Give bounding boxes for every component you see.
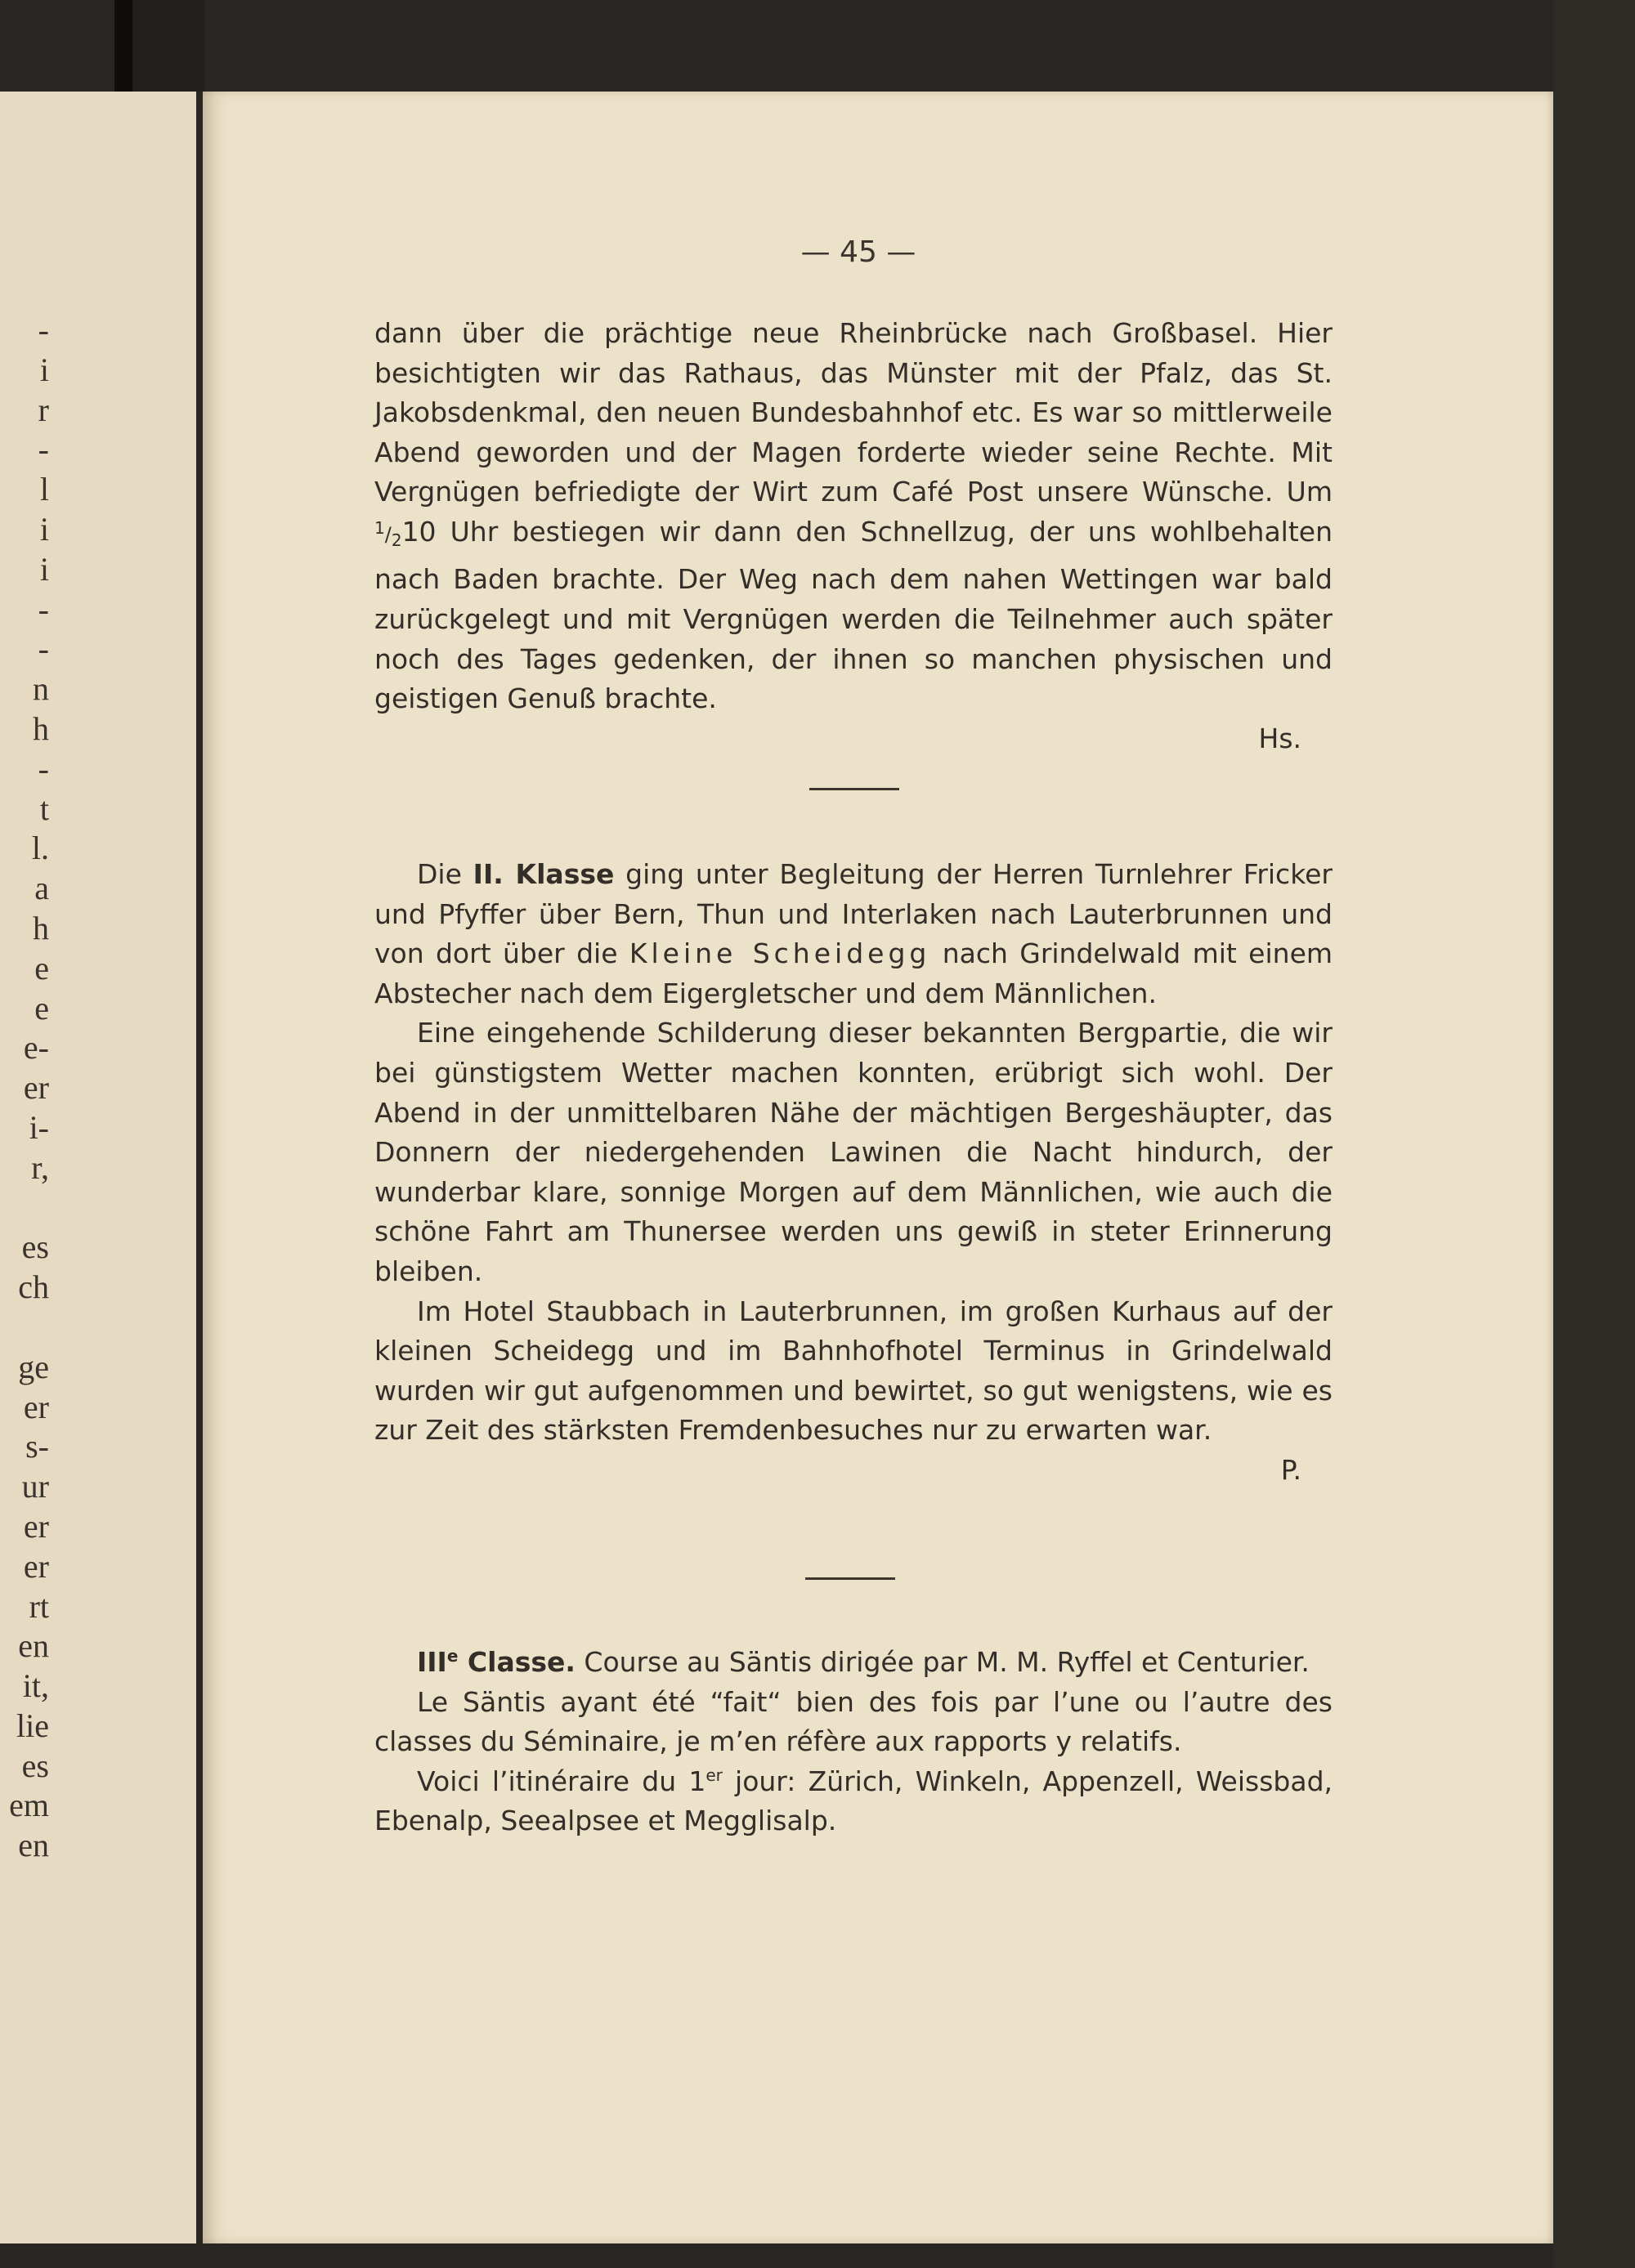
section-3-paragraph-2: Le Säntis ayant été “fait“ bien des fois par l’une ou l’autre des classes du Séminaire, je m’en réfère aux rapports y relatifs. xyxy=(374,1685,1333,1758)
section-1-paragraph: dann über die prächtige neue Rheinbrücke nach Großbasel. Hier besichtigten wir das Rathaus, das Münster mit der Pfalz, das St. Jakobsdenkmal, den neuen Bundesbahnhof etc. Es war so mittlerweile Abend geworden und der Magen forderte wieder seine Rechte. Mit Vergnügen befriedigte der Wirt zum Café Post unsere Wünsche. Um $^1/_210$ Uhr bestiegen wir dann den Schnellzug, der uns wohlbehalten nach Baden brachte. Der Weg nach dem nahen Wettingen war bald zurückgelegt und mit Vergnügen werden die Teilnehmer auch später noch des Tages gedenken, der ihnen so manchen physischen und geistigen Genuß brachte. xyxy=(374,317,1333,715)
section-3-paragraph-3: Voici l’itinéraire du 1er jour: Zürich, Winkeln, Appenzell, Weissbad, Ebenalp, Seealpsee et Megglisalp. xyxy=(374,1765,1333,1837)
section-divider-2 xyxy=(805,1577,895,1580)
page-number: — 45 — xyxy=(800,235,916,269)
section-3-paragraph-1: IIIe Classe. Course au Säntis dirigée par M. M. Ryffel et Centurier. xyxy=(417,1646,1310,1678)
section-2-paragraph-2: Eine eingehende Schilderung dieser bekannten Bergpartie, die wir bei günstigstem Wetter machen konnten, erübrigt sich wohl. Der Abend in der unmittelbaren Nähe der mächtigen Bergeshäupter, das Donnern der niedergehenden Lawinen die Nacht hindurch, der wunderbar klare, sonnige Morgen auf dem Männlichen, wie auch die schöne Fahrt am Thunersee werden uns gewiß in steter Erinnerung bleiben. xyxy=(374,1017,1333,1287)
fraction-half-ten: $^1/_210$ xyxy=(374,515,437,550)
section-divider xyxy=(809,788,899,790)
section-1-text xyxy=(374,314,1333,758)
spaced-place-name: Kleine Scheidegg xyxy=(629,937,931,970)
signature-p: P. xyxy=(1280,1453,1301,1486)
signature-hs: Hs. xyxy=(1258,722,1301,754)
class-heading: II. Klasse xyxy=(473,858,615,890)
classe-heading: IIIe Classe. xyxy=(417,1646,576,1678)
section-2-paragraph-3: Im Hotel Staubbach in Lauterbrunnen, im großen Kurhaus auf der kleinen Scheidegg und im Bahnhofhotel Terminus in Grindelwald wurden wir gut aufgenommen und bewirtet, so gut wenigstens, wie es zur Zeit des stärksten Fremdenbesuches nur zu erwarten war. xyxy=(374,1295,1333,1447)
section-2-paragraph-1: Die II. Klasse ging unter Begleitung der Herren Turnlehrer Fricker und Pfyffer über Bern, Thun und Interlaken nach Lauterbrunnen und von dort über die Kleine Scheidegg nach Grindelwald mit einem Abstecher nach dem Eigergletscher und dem Männlichen. xyxy=(374,858,1333,1009)
section-2-text xyxy=(374,855,1333,1491)
section-3-text xyxy=(374,1643,1333,1841)
left-page-text-fragments: - i r - l i i - - n h - t l. a h e e e- er i- r, es ch ge er s- ur er er rt en it, lie es em en xyxy=(9,311,49,1864)
